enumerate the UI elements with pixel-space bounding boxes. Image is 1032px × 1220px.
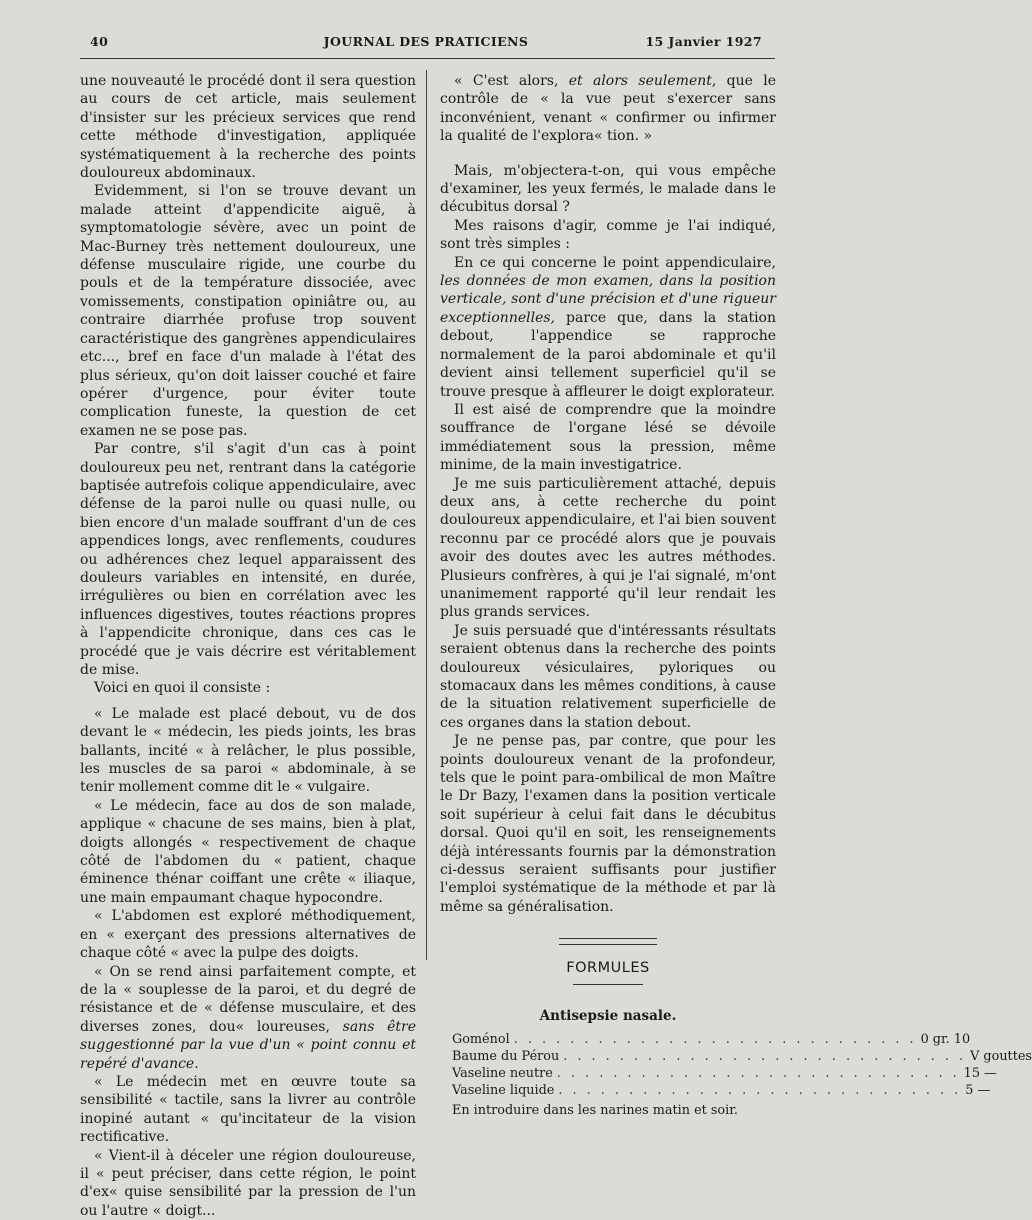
quote-paragraph: « Le médecin met en œuvre toute sa sensibilité « tactile, sans la livrer au contrôle inopiné autant « qu'incitateur de la vision rectificative. [80,1073,416,1146]
ingredient-quantity: 5 — [965,1083,991,1099]
quote-paragraph [440,72,776,146]
ingredient-quantity: V gouttes [970,1049,1032,1065]
paragraph: Par contre, s'il s'agit d'un cas à point douloureux peu net, rentrant dans la catégorie baptisée autrefois colique appendiculaire, avec défense de la paroi nulle ou quasi nulle, ou bien encore d'un malade souffrant d'un de ces appendices longs, avec renflements, coudures ou adhérences chez lequel apparaissent des douleurs variables en intensité, en durée, irrégulières ou bien en corrélation avec les influences digestives, toutes réactions propres à l'appendicite chronique, dans ces cas le procédé que je vais décrire est véritablement de mise. [80,441,416,678]
running-header [90,34,762,54]
paragraph-text: parce que, dans la station debout, l'appendice se rapproche normalement de la paroi abdominale et qu'il devient ainsi tellement superficiel qu'il se trouve presque à affleurer le doigt explorateur. [440,309,776,400]
ingredient-name: Vaseline liquide [452,1083,555,1099]
right-column [440,72,1032,1121]
quote-italic-text: et alors seulement [568,73,712,89]
formula-title: Antisepsie nasale. [539,1007,677,1024]
ingredient-row: Vaseline liquide . . . . . . . . . . . . . . . . . . . . . . . . . . . . . 5 — [452,1083,991,1099]
section-divider [559,938,657,945]
quote-text: « C'est alors, [454,73,569,89]
quotation [80,705,416,1220]
quote-paragraph: « Vient-il à déceler une région douloureuse, il « peut préciser, dans cette région, le point d'ex« quise sensibilité par la pression de l'un ou l'autre « doigt... [80,1147,416,1219]
quote-paragraph: « Le malade est placé debout, vu de dos devant le « médecin, les pieds joints, les bras ballants, incité « à relâcher, le plus possible, les muscles de sa paroi « abdominale, à se tenir mollement comme dit le « vulgaire. [80,705,416,796]
paragraph: Il est aisé de comprendre que la moindre souffrance de l'organe lésé se dévoile immédiatement sous la pression, même minime, de la main investigatrice. [440,401,776,474]
paragraph: Je ne pense pas, par contre, que pour les points douloureux venant de la profondeur, tels que le point para-ombilical de mon Maître le Dr Bazy, l'examen dans la position verticale soit supérieur à celui fait dans le décubitus dorsal. Quoi qu'il en soit, les renseignements déjà intéressants fournis par la démonstration ci-dessus seraient suffisants pour justifier l'emploi systématique de la méthode et par là même sa généralisation. [440,733,776,915]
paragraph [440,254,776,401]
formula-ingredients [440,1031,1032,1099]
quote-paragraph: « Le médecin, face au dos de son malade, applique « chacune de ses mains, bien à plat, doigts allongés « respectivement de chaque côté de l'abdomen du « patient, chaque éminence thénar coiffant une crête « iliaque, une main empaumant chaque hypocondre. [80,797,416,906]
page-number: 40 [90,34,109,49]
ingredient-row: Goménol . . . . . . . . . . . . . . . . . . . . . . . . . . . . . 0 gr. 10 [452,1032,971,1048]
journal-title: JOURNAL DES PRATICIENS [323,34,529,49]
quote-paragraph: « L'abdomen est exploré méthodiquement, en « exerçant des pressions alternatives de chaque côté « avec la pulpe des doigts. [80,908,416,962]
ingredient-row: Vaseline neutre . . . . . . . . . . . . . . . . . . . . . . . . . . . . . 15 — [452,1066,997,1082]
paragraph: Mes raisons d'agir, comme je l'ai indiqué, sont très simples : [440,217,776,253]
title-underline [573,984,643,985]
ingredient-name: Goménol [452,1032,510,1048]
paragraph: Voici en quoi il consiste : [94,680,271,697]
column-divider [426,70,427,960]
paragraph: une nouveauté le procédé dont il sera question au cours de cet article, mais seulement d'insister sur les précieux services que rend cette méthode d'investigation, appliquée systématiquement à la recherche des points douloureux abdominaux. [80,73,416,182]
formula-instruction: En introduire dans les narines matin et soir. [452,1103,738,1119]
ingredient-name: Vaseline neutre [452,1066,553,1082]
ingredient-name: Baume du Pérou [452,1049,560,1065]
quote-paragraph [80,963,416,1073]
paragraph: Je suis persuadé que d'intéressants résultats seraient obtenus dans la recherche des points douloureux vésiculaires, pyloriques ou stomacaux dans les mêmes conditions, à cause de la situation relativement superficielle de ces organes dans la station debout. [440,622,776,731]
issue-date: 15 Janvier 1927 [645,34,762,49]
ingredient-quantity: 15 — [963,1066,997,1082]
header-rule [80,58,775,59]
quote-italic-text: sans être suggestionné par la vue d'un « point connu et repéré d'avance. [80,1018,416,1072]
paragraph: Mais, m'objectera-t-on, qui vous empêche d'examiner, les yeux fermés, le malade dans le décubitus dorsal ? [440,162,776,216]
paragraph-italic-text: les données de mon examen, dans la position verticale, sont d'une précision et d'une rigueur exceptionnelles, [440,273,776,326]
left-column [80,72,416,1220]
section-title: FORMULES [566,960,650,977]
quote-text: « On se rend ainsi parfaitement compte, et de la « souplesse de la paroi, et du degré de résistance et de « défense musculaire, et des diverses zones, dou« loureuses, [80,963,416,1035]
paragraph: Je me suis particulièrement attaché, depuis deux ans, à cette recherche du point douloureux appendiculaire, et l'ai bien souvent reconnu par ce procédé alors que je pouvais avoir des doutes avec les autres méthodes. Plusieurs confrères, à qui je l'ai signalé, m'ont unanimement rapporté qu'il leur rendait les plus grands services. [440,475,776,621]
ingredient-row: Baume du Pérou . . . . . . . . . . . . . . . . . . . . . . . . . . . . . V gouttes [452,1049,1032,1065]
ingredient-quantity: 0 gr. 10 [920,1032,971,1048]
paragraph-text: En ce qui concerne le point appendiculaire, [454,254,776,271]
paragraph: Evidemment, si l'on se trouve devant un malade atteint d'appendicite aiguë, à symptomatologie sévère, avec un point de Mac-Burney très nettement douloureux, une défense musculaire rigide, une courbe du pouls et de la température dissociée, avec vomissements, constipation opiniâtre ou, au contraire diarrhée profuse trop souvent caractéristique des gangrènes appendiculaires etc..., bref en face d'un malade à l'état des plus sérieux, qu'on doit laisser couché et faire opérer d'urgence, pour éviter toute complication funeste, la question de cet examen ne se pose pas. [80,183,416,439]
quote-text: , que le contrôle de « la vue peut s'exercer sans inconvénient, venant « confirmer ou infirmer la qualité de l'explora« tion. » [440,73,776,145]
